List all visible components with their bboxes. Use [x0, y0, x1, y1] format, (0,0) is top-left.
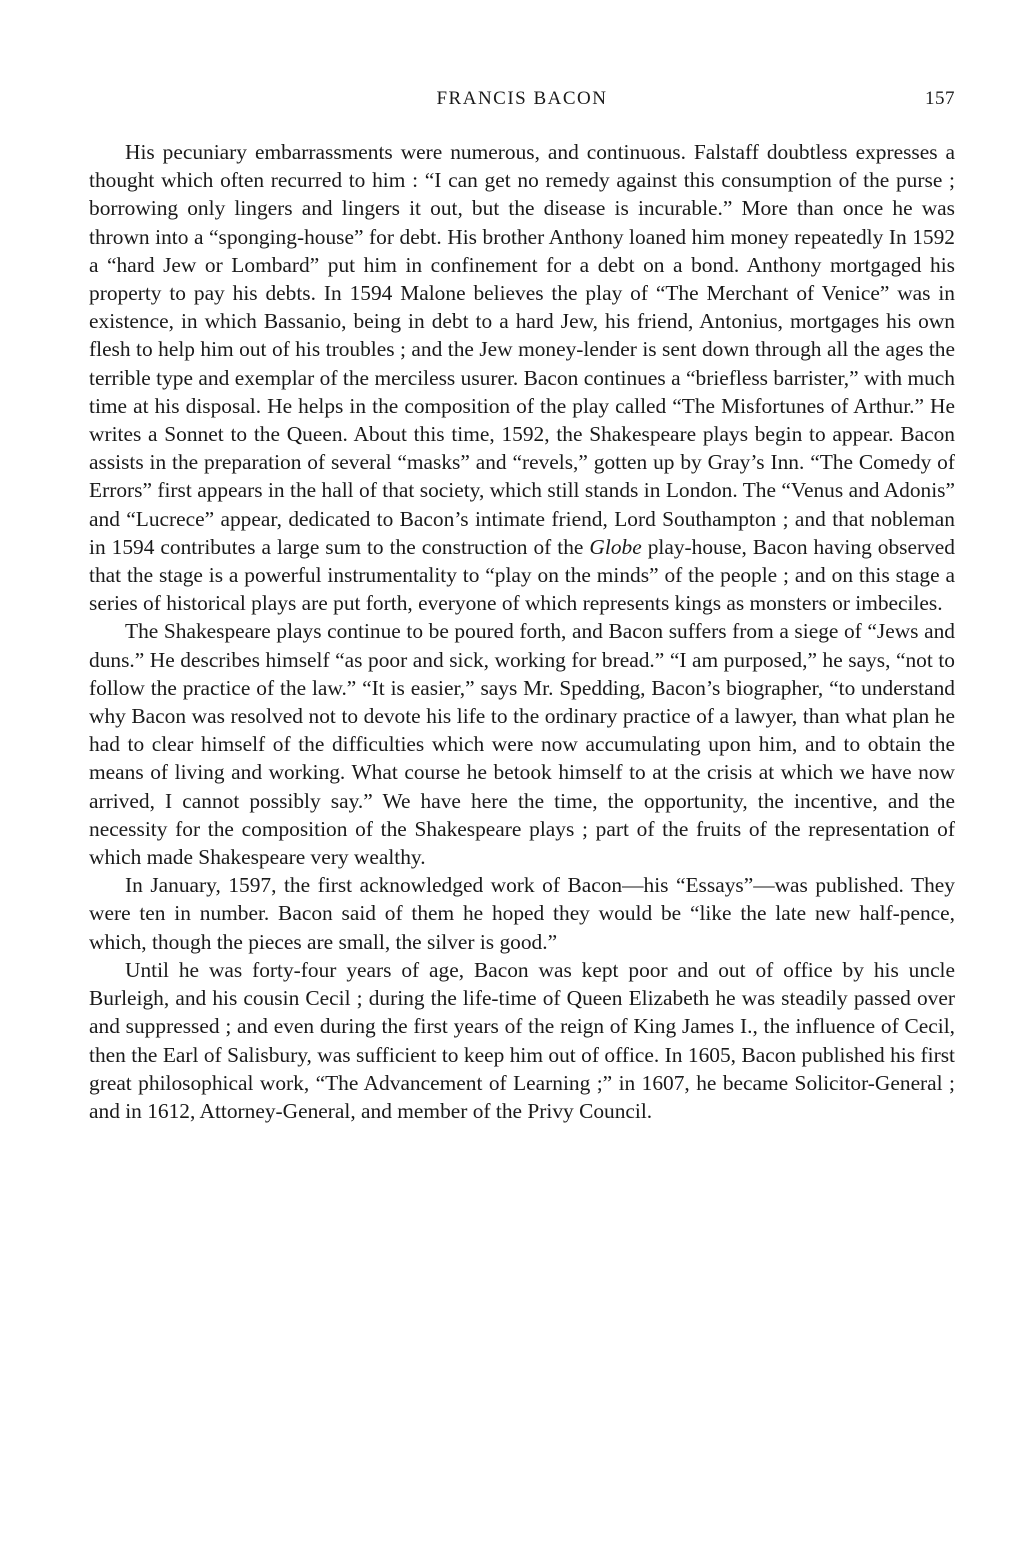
running-title: FRANCIS BACON — [436, 88, 608, 109]
book-page — [89, 88, 955, 1125]
running-header — [89, 88, 955, 118]
paragraph-1-text-start: His pecuniary embarrassments were numerous, and continuous. Falstaff doubtless expresses a thought which often recurred to him : “I can get no remedy against this consumption of the purse ; borrowing only lingers and lingers it out, but the disease is incurable.” More than once he was thrown into a “sponging-house” for debt. His brother Anthony loaned him money repeatedly In 1592 a “hard Jew or Lombard” put him in confinement for a debt on a bond. Anthony mortgaged his property to pay his debts. In 1594 Malone believes the play of “The Merchant of Venice” was in existence, in which Bassanio, being in debt to a hard Jew, his friend, Antonius, mortgages his own flesh to help him out of his troubles ; and the Jew money-lender is sent down through all the ages the terrible type and exemplar of the merciless usurer. Bacon continues a “briefless barrister,” with much time at his disposal. He helps in the composition of the play called “The Misfortunes of Arthur.” He writes a Sonnet to the Queen. About this time, 1592, the Shakespeare plays begin to appear. Bacon assists in the preparation of several “masks” and “revels,” gotten up by Gray’s Inn. “The Comedy of Errors” first appears in the hall of that society, which still stands in London. The “Venus and Adonis” and “Lucrece” appear, dedicated to Bacon’s intimate friend, Lord Southampton ; and that nobleman in 1594 contributes a large sum to the construction of the — [89, 140, 955, 559]
globe-italic-word: Globe — [589, 534, 642, 559]
paragraph-4: Until he was forty-four years of age, Bacon was kept poor and out of office by his uncle Burleigh, and his cousin Cecil ; during the life-time of Queen Elizabeth he was steadily passed over and suppressed ; and even during the first years of the reign of King James I., the influence of Cecil, then the Earl of Salisbury, was sufficient to keep him out of office. In 1605, Bacon published his first great philosophical work, “The Advancement of Learning ;” in 1607, he became Solicitor-General ; and in 1612, Attorney-General, and member of the Privy Council. — [89, 957, 955, 1123]
paragraph-2: The Shakespeare plays continue to be poured forth, and Bacon suffers from a siege of “Jews and duns.” He describes himself “as poor and sick, working for bread.” “I am purposed,” he says, “not to follow the practice of the law.” “It is easier,” says Mr. Spedding, Bacon’s biographer, “to understand why Bacon was resolved not to devote his life to the ordinary practice of a lawyer, than what plan he had to clear himself of the difficulties which were now accumulating upon him, and to obtain the means of living and working. What course he betook himself to at the crisis at which we have now arrived, I cannot possibly say.” We have here the time, the opportunity, the incentive, and the necessity for the composition of the Shakespeare plays ; part of the fruits of the representation of which made Shakespeare very wealthy. — [89, 619, 955, 870]
paragraph-1 — [89, 138, 955, 617]
paragraph-3: In January, 1597, the first acknowledged work of Bacon—his “Essays”—was published. They were ten in number. Bacon said of them he hoped they would be “like the late new half-pence, which, though the pieces are small, the silver is good.” — [89, 873, 955, 954]
page-number: 157 — [925, 88, 955, 109]
paragraph-1-text-end: play-house, Bacon having observed that the stage is a powerful instrumentality to “play on the minds” of the people ; and on this stage a series of historical plays are put forth, everyone of which represents kings as monsters or imbeciles. — [89, 534, 955, 616]
body-text — [89, 138, 955, 1125]
